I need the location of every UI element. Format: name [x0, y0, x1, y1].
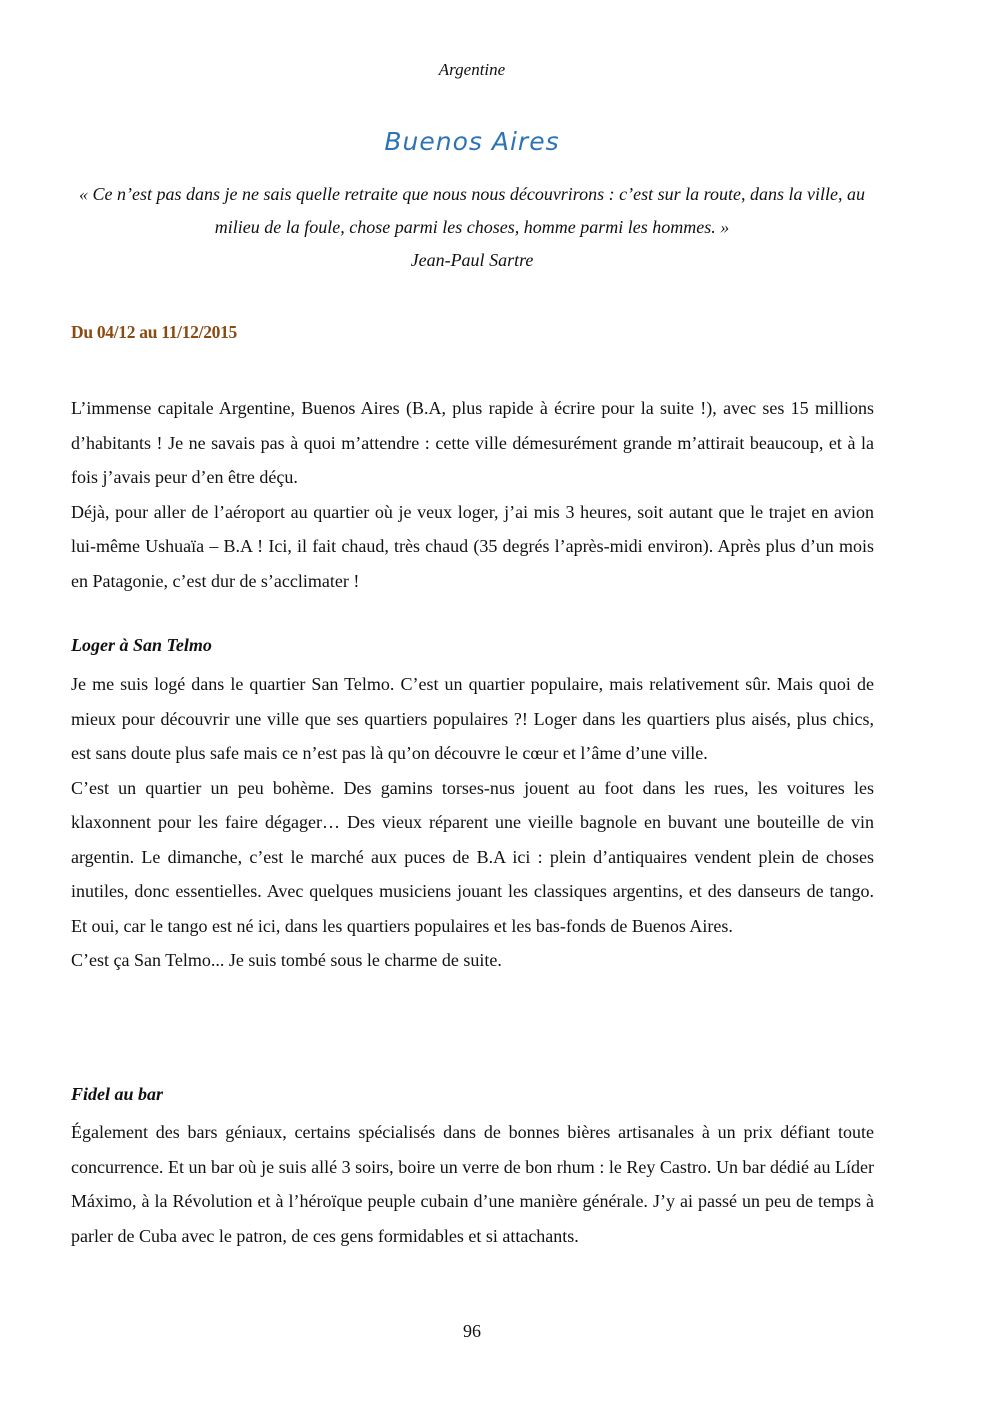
section-heading-fidel-au-bar: Fidel au bar: [71, 1084, 164, 1104]
paragraph: L’immense capitale Argentine, Buenos Aires (B.A, plus rapide à écrire pour la suite !), avec ses 15 millions d’habitants ! Je ne savais pas à quoi m’attendre : cette ville démesurément grande m’attirait beaucoup, et à la fois j’avais peur d’en être déçu.: [71, 398, 874, 487]
section-text-san-telmo: [71, 667, 874, 978]
paragraph: C’est ça San Telmo... Je suis tombé sous le charme de suite.: [71, 950, 502, 970]
section-text-fidel-au-bar: [71, 1115, 874, 1253]
epigraph: [72, 178, 872, 277]
intro-text: [71, 391, 874, 598]
paragraph: Également des bars géniaux, certains spécialisés dans de bonnes bières artisanales à un prix défiant toute concurrence. Et un bar où je suis allé 3 soirs, boire un verre de bon rhum : le Rey Castro. Un bar dédié au Líder Máximo, à la Révolution et à l’héroïque peuple cubain d’une manière générale. J’y ai passé un peu de temps à parler de Cuba avec le patron, de ces gens formidables et si attachants.: [71, 1122, 874, 1246]
epigraph-author: Jean-Paul Sartre: [410, 250, 534, 270]
paragraph: C’est un quartier un peu bohème. Des gamins torses-nus jouent au foot dans les rues, les voitures les klaxonnent pour les faire dégager… Des vieux réparent une vieille bagnole en buvant une bouteille de vin argentin. Le dimanche, c’est le marché aux puces de B.A ici : plein d’antiquaires vendent plein de choses inutiles, donc essentielles. Avec quelques musiciens jouant les classiques argentins, et des danseurs de tango. Et oui, car le tango est né ici, dans les quartiers populaires et les bas-fonds de Buenos Aires.: [71, 777, 874, 936]
chapter-title: Buenos Aires: [384, 127, 560, 156]
page-number: 96: [463, 1321, 481, 1341]
paragraph: Déjà, pour aller de l’aéroport au quartier où je veux loger, j’ai mis 3 heures, soit autant que le trajet en avion lui-même Ushuaïa – B.A ! Ici, il fait chaud, très chaud (35 degrés l’après-midi environ). Après plus d’un mois en Patagonie, c’est dur de s’acclimater !: [71, 501, 874, 591]
running-header: Argentine: [438, 60, 506, 79]
paragraph: Je me suis logé dans le quartier San Telmo. C’est un quartier populaire, mais relativement sûr. Mais quoi de mieux pour découvrir une ville que ses quartiers populaires ?! Loger dans les quartiers plus aisés, plus chics, est sans doute plus safe mais ce n’est pas là qu’on découvre le cœur et l’âme d’une ville.: [71, 674, 874, 763]
epigraph-quote: « Ce n’est pas dans je ne sais quelle retraite que nous nous découvrirons : c’est sur la route, dans la ville, au milieu de la foule, chose parmi les choses, homme parmi les hommes. »: [79, 184, 865, 237]
section-heading-san-telmo: Loger à San Telmo: [71, 635, 212, 655]
date-range-heading: Du 04/12 au 11/12/2015: [71, 322, 237, 342]
